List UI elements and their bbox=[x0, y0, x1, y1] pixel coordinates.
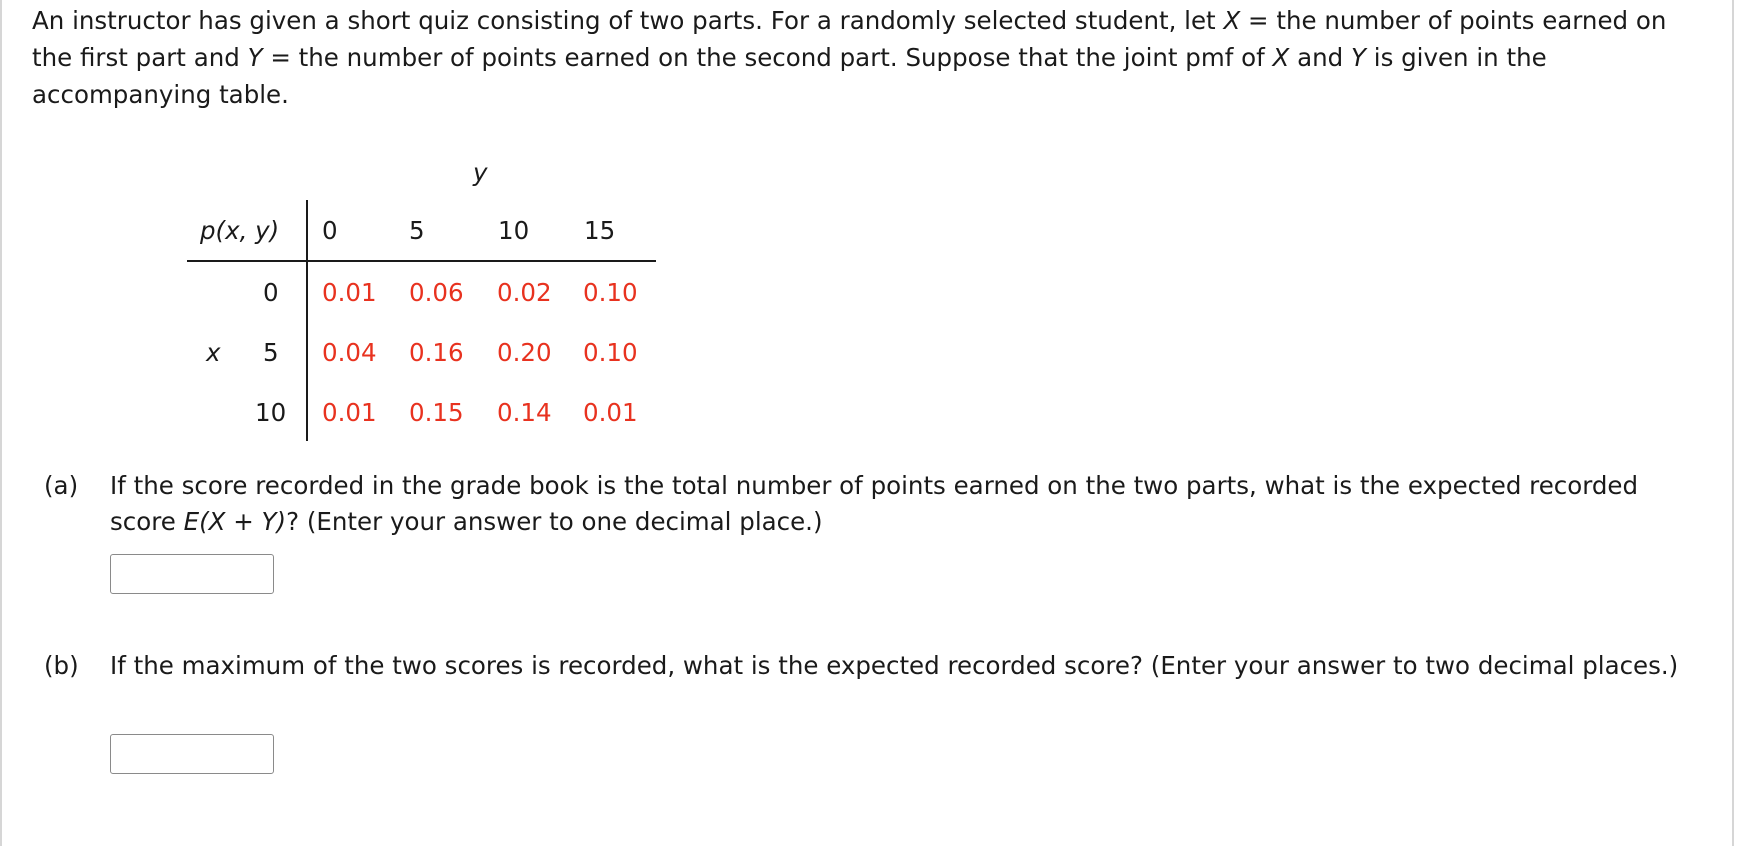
variable-x: X bbox=[1223, 6, 1241, 35]
question-text bbox=[110, 468, 1700, 540]
expected-value-expression: E(X + Y) bbox=[183, 507, 287, 536]
answer-input-a[interactable] bbox=[110, 554, 274, 594]
question-label: (b) bbox=[44, 651, 79, 680]
probability-cell: 0.06 bbox=[409, 278, 464, 307]
row-header: 10 bbox=[255, 398, 287, 427]
column-header: 5 bbox=[409, 216, 425, 245]
row-variable-label: x bbox=[206, 338, 221, 367]
intro-text-1: An instructor has given a short quiz consisting of two parts. For a randomly selected student, let bbox=[32, 6, 1224, 35]
probability-cell: 0.01 bbox=[322, 278, 377, 307]
column-header: 10 bbox=[498, 216, 530, 245]
variable-y: Y bbox=[247, 43, 263, 72]
probability-cell: 0.02 bbox=[497, 278, 552, 307]
question-text-part: ? (Enter your answer to one decimal place.) bbox=[286, 507, 823, 536]
column-variable-label: y bbox=[473, 158, 488, 187]
probability-cell: 0.01 bbox=[583, 398, 638, 427]
row-label-divider bbox=[306, 200, 308, 441]
column-header: 0 bbox=[322, 216, 338, 245]
column-header: 15 bbox=[584, 216, 616, 245]
answer-input-b[interactable] bbox=[110, 734, 274, 774]
intro-text-3: = the number of points earned on the second part. Suppose that the joint pmf of bbox=[262, 43, 1273, 72]
row-header: 5 bbox=[263, 338, 279, 367]
question-text: If the maximum of the two scores is recorded, what is the expected recorded score? (Enter your answer to two decimal places.) bbox=[110, 651, 1679, 680]
row-header: 0 bbox=[263, 278, 279, 307]
question-label: (a) bbox=[44, 471, 79, 500]
probability-cell: 0.20 bbox=[497, 338, 552, 367]
probability-cell: 0.04 bbox=[322, 338, 377, 367]
intro-text-2: = the number of points earned on the first part and bbox=[32, 6, 1667, 72]
probability-cell: 0.16 bbox=[409, 338, 464, 367]
question-text-part: If the score recorded in the grade book is the total number of points earned on the two parts, what is the expected recorded score bbox=[110, 471, 1639, 536]
intro-text-5: is given in the accompanying table. bbox=[32, 43, 1547, 109]
corner-label: p(x, y) bbox=[200, 216, 280, 245]
probability-cell: 0.01 bbox=[322, 398, 377, 427]
header-divider bbox=[187, 260, 656, 262]
intro-text-4: and bbox=[1289, 43, 1352, 72]
probability-cell: 0.15 bbox=[409, 398, 464, 427]
variable-x: X bbox=[1272, 43, 1290, 72]
probability-cell: 0.10 bbox=[583, 278, 638, 307]
probability-cell: 0.10 bbox=[583, 338, 638, 367]
variable-y: Y bbox=[1351, 43, 1366, 72]
joint-pmf-table bbox=[0, 0, 700, 460]
probability-cell: 0.14 bbox=[497, 398, 552, 427]
